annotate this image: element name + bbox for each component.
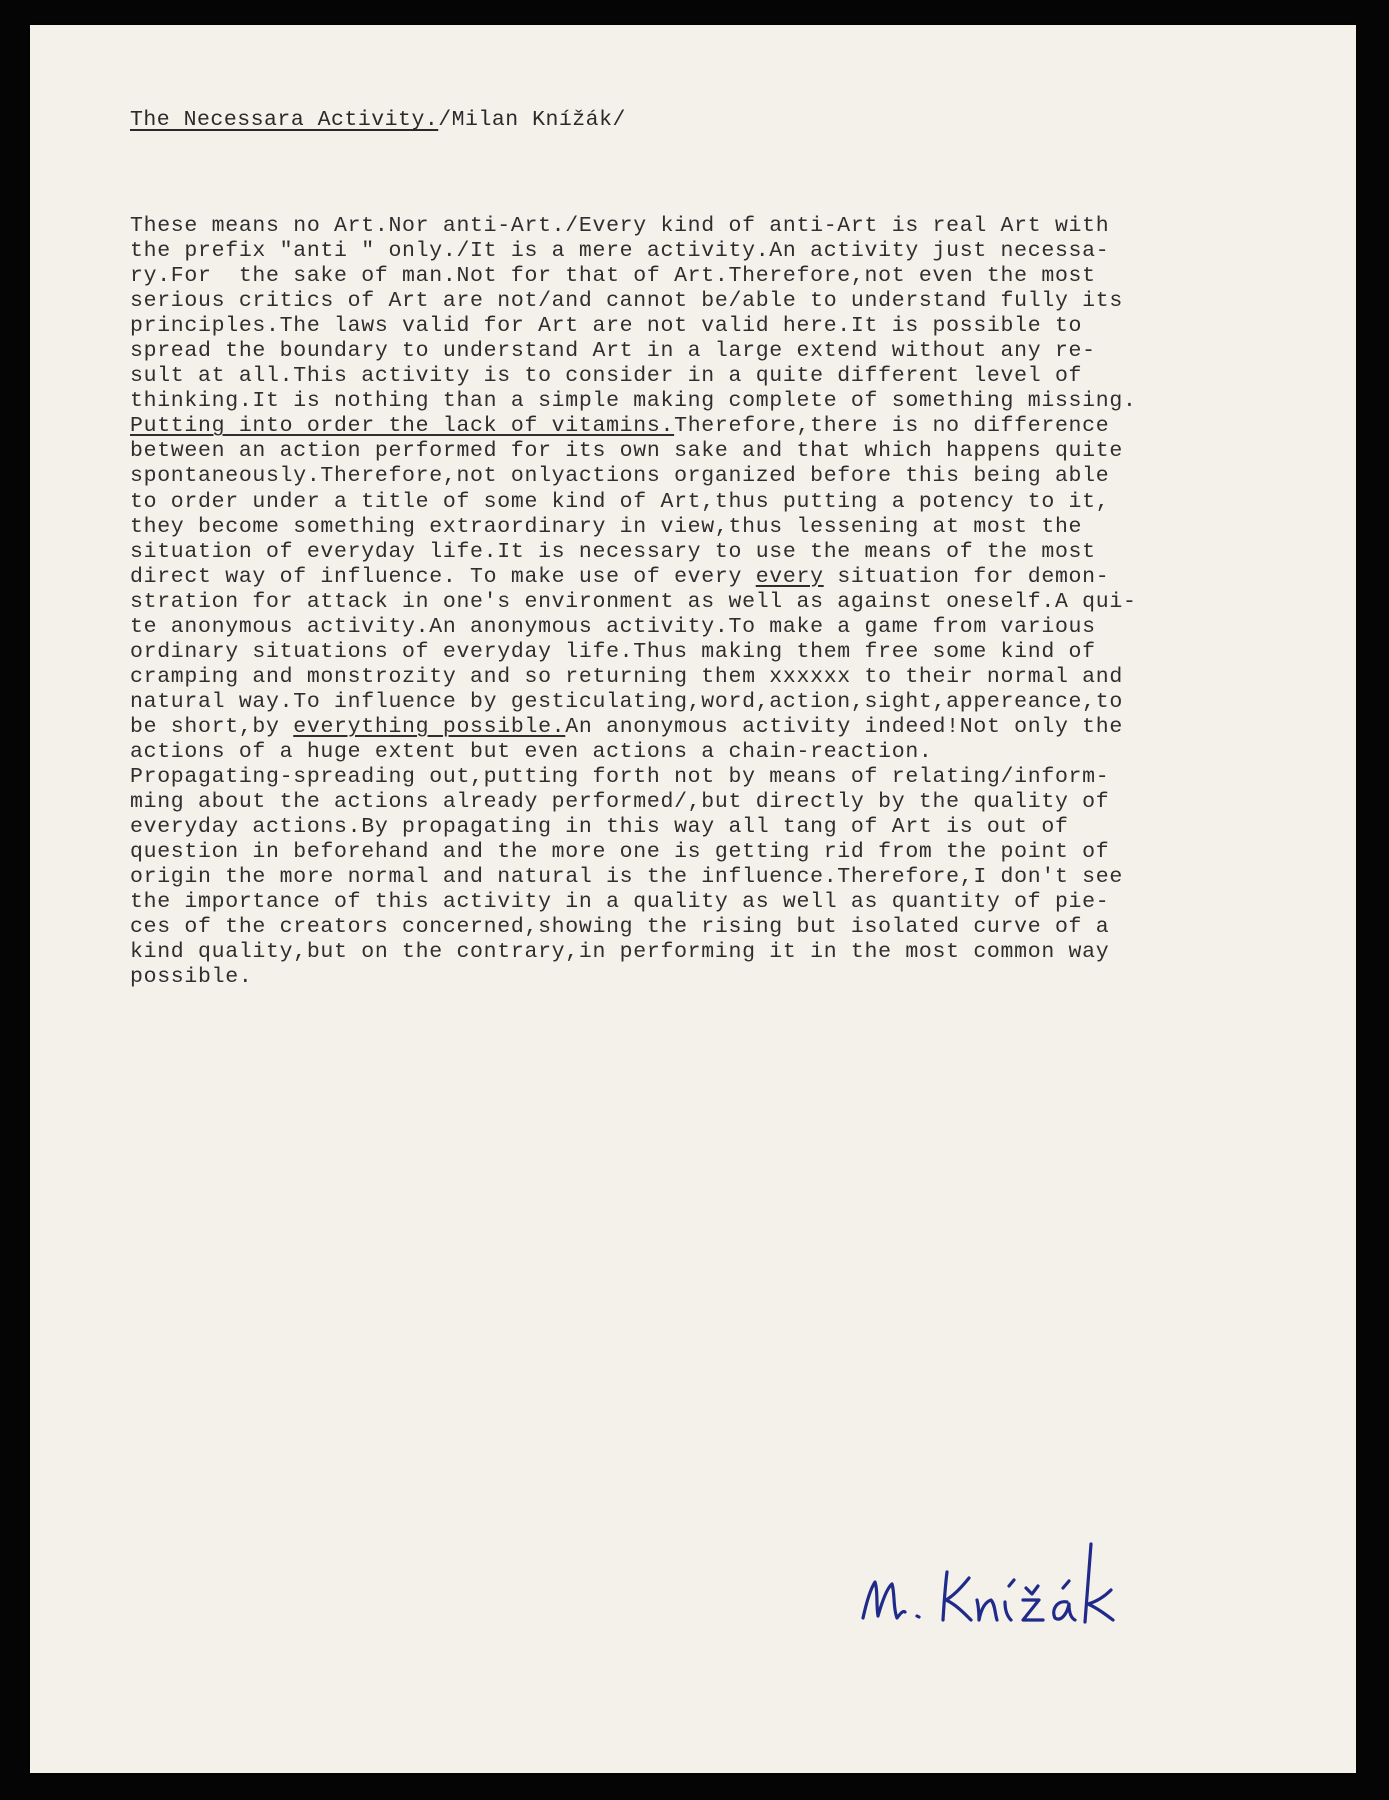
text-line: they become something extraordinary in view,thus lessening at most the bbox=[130, 514, 1083, 539]
text-line: the prefix "anti " only./It is a mere activity.An activity just necessa- bbox=[130, 239, 1110, 264]
text-line: possible. bbox=[130, 965, 253, 990]
text-line: natural way.To influence by gesticulating,word,action,sight,appereance,to bbox=[130, 689, 1123, 714]
text-line: principles.The laws valid for Art are not valid here.It is possible to bbox=[130, 314, 1083, 339]
text-segment: be short,by bbox=[130, 714, 294, 739]
text-line: Propagating-spreading out,putting forth not by means of relating/inform- bbox=[130, 765, 1110, 790]
text-line: stration for attack in one's environment as well as against oneself.A qui- bbox=[130, 589, 1137, 614]
text-line: situation of everyday life.It is necessary to use the means of the most bbox=[130, 539, 1096, 564]
author-name: /Milan Knížák/ bbox=[438, 108, 626, 132]
text-segment: situation for demon- bbox=[823, 564, 1110, 589]
text-line: cramping and monstrozity and so returning them xxxxxx to their normal and bbox=[130, 664, 1123, 689]
text-segment: Therefore,there is no difference bbox=[674, 414, 1110, 439]
text-line: te anonymous activity.An anonymous activity.To make a game from various bbox=[130, 614, 1096, 639]
text-line: everyday actions.By propagating in this way all tang of Art is out of bbox=[130, 815, 1069, 840]
text-line: ry.For the sake of man.Not for that of Art.Therefore,not even the most bbox=[130, 264, 1096, 289]
text-line: These means no Art.Nor anti-Art./Every kind of anti-Art is real Art with bbox=[130, 214, 1110, 238]
text-line: between an action performed for its own sake and that which happens quite bbox=[130, 439, 1123, 464]
text-line: sult at all.This activity is to consider in a quite different level of bbox=[130, 364, 1083, 389]
document-title bbox=[130, 108, 626, 132]
text-line: kind quality,but on the contrary,in performing it in the most common way bbox=[130, 940, 1110, 965]
text-segment: everything possible. bbox=[293, 714, 566, 739]
text-line bbox=[130, 414, 1310, 439]
text-segment: An anonymous activity indeed!Not only the bbox=[565, 714, 1123, 739]
paper-sheet bbox=[30, 25, 1356, 1773]
text-line: serious critics of Art are not/and cannot be/able to understand fully its bbox=[130, 289, 1123, 314]
text-line: question in beforehand and the more one is getting rid from the point of bbox=[130, 840, 1110, 865]
text-line: the importance of this activity in a quality as well as quantity of pie- bbox=[130, 890, 1110, 915]
text-line: ming about the actions already performed/,but directly by the quality of bbox=[130, 790, 1110, 815]
title-text: The Necessara Activity. bbox=[130, 108, 439, 132]
text-line: actions of a huge extent but even actions a chain-reaction. bbox=[130, 739, 933, 764]
text-line: ordinary situations of everyday life.Thus making them free some kind of bbox=[130, 639, 1096, 664]
text-line bbox=[130, 715, 1310, 740]
text-segment: Putting into order the lack of vitamins. bbox=[130, 414, 675, 439]
text-segment: every bbox=[755, 564, 824, 589]
text-segment: direct way of influence. To make use of every bbox=[130, 564, 756, 589]
text-line: thinking.It is nothing than a simple making complete of something missing. bbox=[130, 389, 1137, 414]
handwritten-signature bbox=[845, 1530, 1205, 1640]
text-line: spread the boundary to understand Art in a large extend without any re- bbox=[130, 339, 1096, 364]
text-line bbox=[130, 565, 1310, 590]
text-line: ces of the creators concerned,showing the rising but isolated curve of a bbox=[130, 915, 1110, 940]
text-line: origin the more normal and natural is the influence.Therefore,I don't see bbox=[130, 865, 1123, 890]
text-line: spontaneously.Therefore,not onlyactions organized before this being able bbox=[130, 464, 1110, 489]
document-body bbox=[130, 214, 1310, 990]
text-line: to order under a title of some kind of Art,thus putting a potency to it, bbox=[130, 489, 1110, 514]
